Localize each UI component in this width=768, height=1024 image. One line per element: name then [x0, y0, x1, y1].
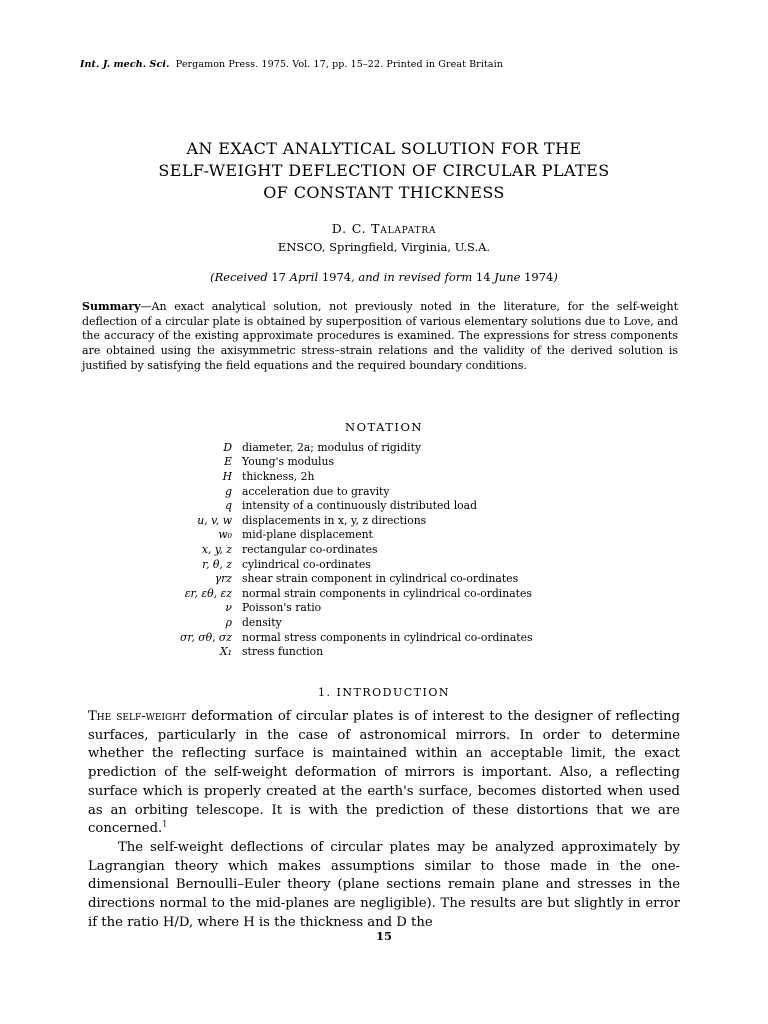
notation-row — [160, 615, 533, 630]
notation-definition: shear strain component in cylindrical co-ordinates — [242, 572, 519, 586]
notation-symbol: σr, σθ, σz — [179, 630, 232, 644]
notation-definition: acceleration due to gravity — [242, 484, 390, 498]
notation-row — [160, 542, 533, 557]
notation-symbol: x, y, z — [201, 542, 232, 556]
notation-symbol: X₁ — [219, 645, 232, 659]
notation-definition: stress function — [242, 645, 324, 659]
notation-list — [160, 440, 533, 659]
notation-definition: normal strain components in cylindrical co-ordinates — [242, 586, 532, 600]
notation-symbol: q — [225, 499, 232, 513]
revised-year: 1974 — [524, 270, 554, 284]
publisher-line: Pergamon Press. 1975. Vol. 17, pp. 15–22. Printed in Great Britain — [175, 59, 503, 70]
notation-symbol: H — [222, 469, 232, 483]
notation-heading: NOTATION — [345, 420, 423, 434]
received-open: (Received — [210, 270, 272, 284]
title-line-2: SELF-WEIGHT DEFLECTION OF CIRCULAR PLATES — [158, 161, 610, 180]
notation-definition: diameter, 2a; modulus of rigidity — [242, 440, 422, 454]
notation-row — [160, 528, 533, 543]
notation-symbol: D — [223, 440, 232, 454]
notation-row — [160, 440, 533, 455]
body-text — [88, 708, 680, 932]
notation-definition: rectangular co-ordinates — [242, 542, 378, 556]
notation-symbol: w₀ — [218, 528, 232, 542]
paragraph-1 — [88, 708, 680, 839]
notation-definition: density — [242, 615, 282, 629]
notation-row — [160, 484, 533, 499]
notation-symbol: εr, εθ, εz — [184, 586, 232, 600]
notation-symbol: ν — [225, 601, 232, 615]
page-number: 15 — [375, 929, 392, 943]
notation-symbol: r, θ, z — [202, 557, 232, 571]
received-close: ) — [553, 270, 558, 284]
revised-label: , and in revised form — [351, 270, 476, 284]
notation-row — [160, 601, 533, 616]
received-day: 17 — [271, 270, 286, 284]
journal-name: Int. J. mech. Sci. — [80, 59, 170, 70]
revised-day: 14 — [475, 270, 491, 284]
footnote-ref: 1 — [162, 819, 168, 829]
notation-row — [160, 586, 533, 601]
author-affiliation: ENSCO, Springfield, Virginia, U.S.A. — [277, 240, 491, 254]
journal-header — [80, 59, 503, 70]
notation-definition: Young's modulus — [242, 455, 334, 469]
received-year: 1974 — [321, 270, 352, 284]
paragraph-1-text: deformation of circular plates is of interest to the designer of reflecting surfaces, particularly in the case of astronomical mirrors. In order to determine whether the reflecting surface is maintained within an acceptable limit, the exact prediction of the self-weight deformation of mirrors is important. Also, a reflecting surface which is properly created at the earth's surface, becomes distorted when used as an orbiting telescope. It is with the prediction of these distortions that we are concerned. — [88, 709, 680, 837]
received-month: April — [285, 270, 322, 284]
notation-row — [160, 513, 533, 528]
notation-symbol: g — [225, 484, 232, 498]
notation-definition: intensity of a continuously distributed load — [242, 499, 478, 513]
summary-text: —An exact analytical solution, not previously noted in the literature, for the self-weight deflection of a circular plate is obtained by superposition of various elementary solutions due to Love, and the accuracy of the existing approximate procedures is examined. The expressions for stress components are obtained using the axisymmetric stress–strain relations and the validity of the derived solution is justified by satisfying the field equations and the required boundary conditions. — [82, 300, 678, 372]
notation-row — [160, 571, 533, 586]
notation-definition: displacements in x, y, z directions — [242, 513, 427, 527]
notation-symbol: γrz — [214, 572, 232, 586]
notation-row — [160, 498, 533, 513]
notation-definition: mid-plane displacement — [242, 528, 373, 542]
paragraph-2: The self-weight deflections of circular plates may be analyzed approximately by Lagrangian theory which makes assumptions similar to those made in the one-dimensional Bernoulli–Euler theory (plane sections remain plane and stresses in the directions normal to the mid-planes are negligible). The results are but slightly in error if the ratio H/D, where H is the thickness and D the — [88, 839, 680, 930]
notation-row — [160, 469, 533, 484]
paragraph-1-lead: The self-weight — [88, 709, 187, 724]
notation-symbol: E — [224, 455, 232, 469]
title-line-3: OF CONSTANT THICKNESS — [263, 183, 505, 202]
notation-definition: cylindrical co-ordinates — [242, 557, 371, 571]
paper-title — [0, 138, 768, 204]
notation-row — [160, 630, 533, 645]
notation-symbol: ρ — [225, 615, 232, 629]
summary-abstract — [82, 300, 678, 374]
title-line-1: AN EXACT ANALYTICAL SOLUTION FOR THE — [186, 139, 582, 158]
summary-label: Summary — [82, 300, 141, 313]
received-dates — [0, 270, 768, 284]
notation-row — [160, 644, 533, 659]
section-heading-introduction: 1. INTRODUCTION — [318, 686, 450, 699]
notation-definition: thickness, 2h — [242, 469, 315, 483]
notation-row — [160, 455, 533, 470]
author-name: D. C. Talapatra — [331, 221, 437, 236]
notation-symbol: u, v, w — [197, 513, 232, 527]
revised-month: June — [490, 270, 525, 284]
notation-definition: normal stress components in cylindrical co-ordinates — [242, 630, 533, 644]
notation-row — [160, 557, 533, 572]
notation-definition: Poisson's ratio — [242, 601, 322, 615]
